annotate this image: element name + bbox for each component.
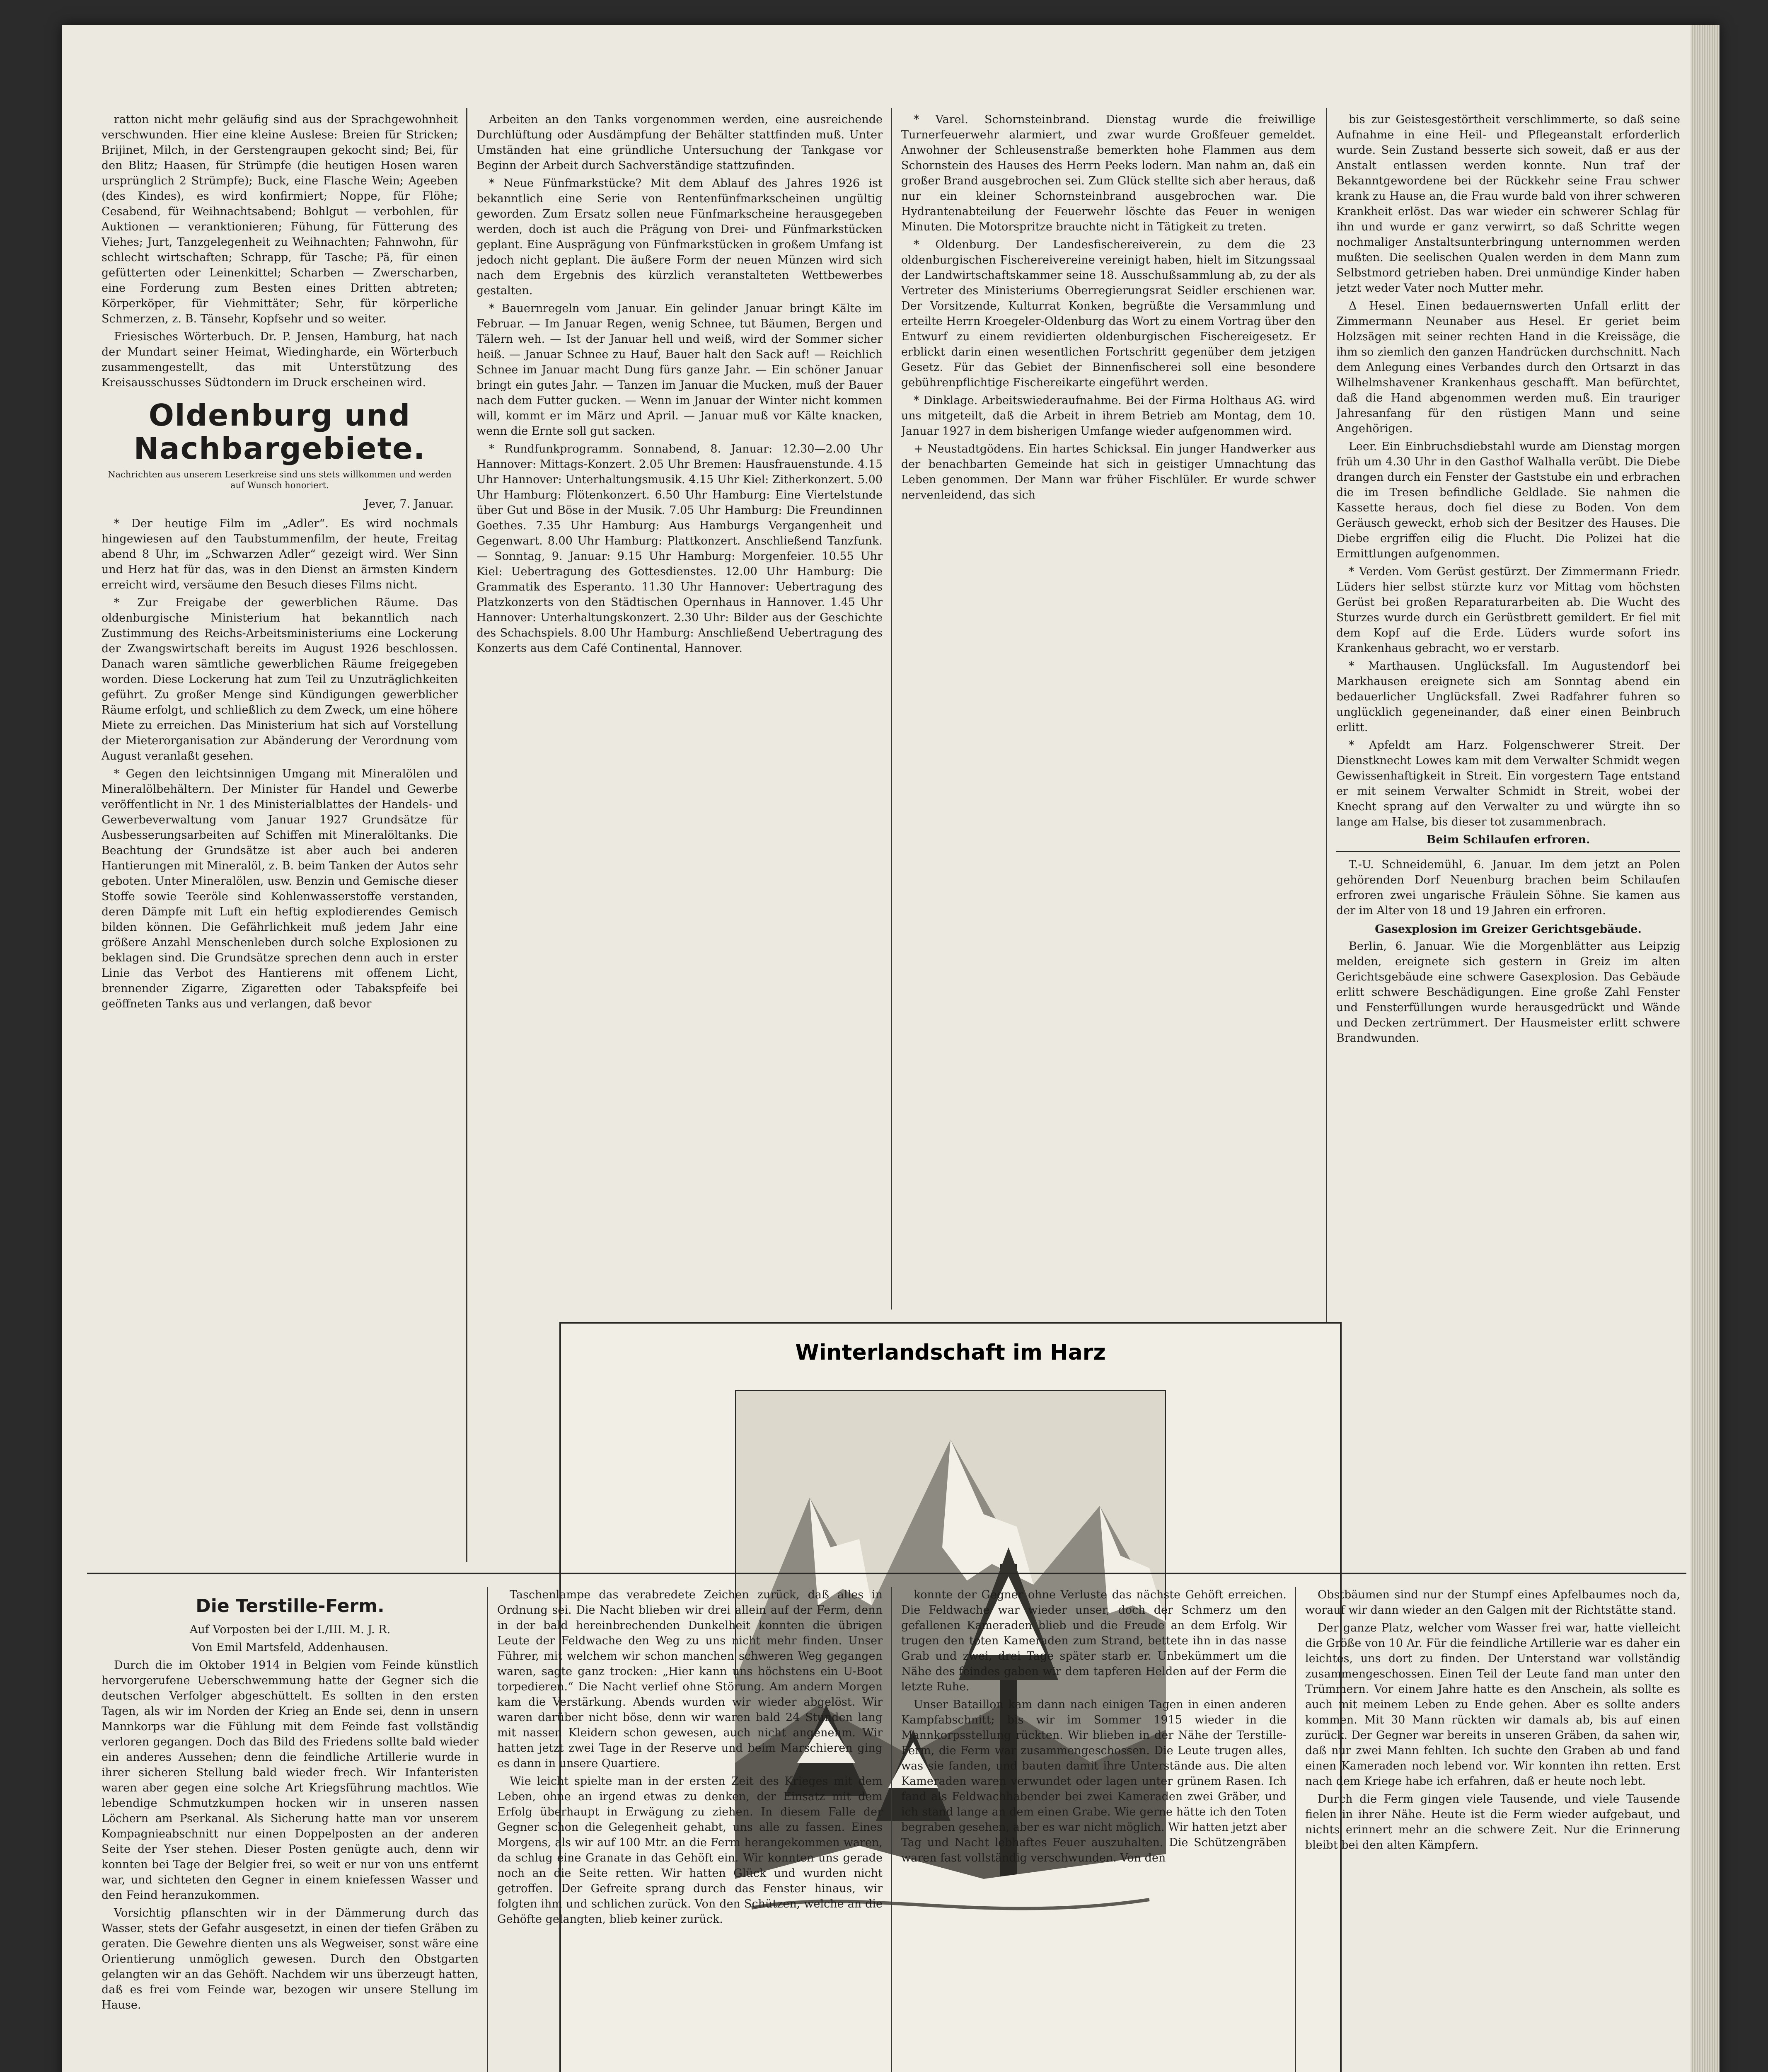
- col1-paragraph: Friesisches Wörterbuch. Dr. P. Jensen, Hamburg, hat nach der Mundart seiner Heimat, Wiedingharde, ein Wörterbuch zusammengestellt, das mit Unterstützung des Kreisausschusses Südtondern im Druck erscheinen wird.: [102, 330, 458, 389]
- section-note: Nachrichten aus unserem Leserkreise sind uns stets willkommen und werden auf Wunsch honoriert.: [108, 470, 452, 490]
- article-paragraph: Vorsichtig pflanschten wir in der Dämmerung durch das Wasser, stets der Gefahr ausgesetzt, in einen der tiefen Gräben zu geraten. Die Gewehre dienten uns als Wegweiser, sonst wäre eine Orientierung unmöglich gewesen. Durch den Obstgarten gelangten wir an das Gehöft. Nachdem wir uns überzeugt hatten, daß es frei vom Feinde war, bezogen wir unsere Stellung im Hause.: [102, 1907, 479, 2011]
- col3-paragraph: * Varel. Schornsteinbrand. Dienstag wurde die freiwillige Turnerfeuerwehr alarmiert, und zwar wurde Großfeuer gemeldet. Anwohner der Schleusenstraße bemerkten hohe Flammen aus dem Schornstein des Hauses des Herrn Peeks lodern. Man nahm an, daß ein großer Brand ausgebrochen sei. Zum Glück stellte sich aber heraus, daß nur ein kleiner Schornsteinbrand ausgebrochen war. Die Hydrantenabteilung der Feuerwehr löschte das Feuer in wenigen Minuten. Die Motorspritze brauchte nicht in Tätigkeit zu treten.: [901, 113, 1316, 233]
- article-paragraph: Der ganze Platz, welcher vom Wasser frei war, hatte vielleicht die Größe von 10 Ar. Für die feindliche Artillerie war es daher ein leichtes, uns dort zu finden. Der Unterstand war vollständig zusammengeschossen. Einen Teil der Leute fand man unter den Trümmern. Vor einem Jahre hatte es den Anschein, als sollte es auch mit meinem Leben zu Ende gehen. Aber es sollte anders kommen. Mit 30 Mann rückten wir damals ab, bis auf einen zurück. Der Gegner war bereits in unseren Gräben, da sahen wir, daß nur zwei Mann fehlten. Ich suchte den Graben ab und fand einen Kameraden noch lebend vor. Wir konnten ihn retten. Erst nach dem Kriege habe ich erfahren, daß er heute noch lebt.: [1305, 1622, 1680, 1788]
- article-paragraph: Durch die im Oktober 1914 in Belgien vom Feinde künstlich hervorgerufene Ueberschwemmung hatte der Gegner sich die deutschen Verfolger abgeschüttelt. Es sollten in den ersten Tagen, als wir im Norden der Krieg an Ende sei, denn in unsern Mannkorps war die Fühlung mit dem Feinde fast vollständig verloren gegangen. Doch das Bild des Friedens sollte bald wieder ein anderes Aussehen; denn die feindliche Artillerie wurde in ihrer sicheren Stellung bald wieder frech. Wir Infanteristen waren aber gegen eine solche Art Kriegsführung machtlos. Wie lebendige Schmutzkumpen hocken wir in unseren nassen Löchern am Pserkanal. Als Sicherung hatte man vor unserem Kompagnieabschnitt nur einen Doppelposten an der anderen Seite der Yser stehen. Dieser Posten genügte auch, denn wir konnten bei Tage der Belgier frei, so weit er nur von uns entfernt war, und sichteten den Gegner in einem kniefessen Wasser und den Feind heranzukommen.: [102, 1659, 479, 1902]
- article-paragraph: Unser Bataillon kam dann nach einigen Tagen in einen anderen Kampfabschnitt; bis wir im Sommer 1915 wieder in die Mannkorpsstellung rückten. Wir blieben in der Nähe der Terstille-Ferm, die Ferm war zusammengeschossen. Die Leute trugen alles, was sie fanden, und bauten damit ihre Unterstände aus. Die alten Kameraden waren verwundet oder lagen unter grünem Rasen. Ich fand als Feldwachhabender bei zwei Kameraden zwei Gräber, und ich stand lange an dem einen Grabe. Wie gerne hätte ich den Toten begraben gesehen, aber es war nicht möglich. Wir hatten jetzt aber Tag und Nacht lebhaftes Feuer auszuhalten. Die Schützengräben waren fast vollständig verschwunden. Von den: [901, 1698, 1287, 1864]
- col4-paragraph: * Apfeldt am Harz. Folgenschwerer Streit. Der Dienstknecht Lowes kam mit dem Verwalter Schmidt wegen Gewissenhaftigkeit in Streit. Ein vorgestern Tage entstand er mit seinem Verwalter Schmidt in Streit, wobei der Knecht sprang auf den Verwalter zu und würgte ihn so lange am Halse, bis dieser tot zusammenbrach.: [1336, 739, 1680, 828]
- column-4: [1336, 112, 1680, 1562]
- article-paragraph: konnte der Gegner ohne Verluste das nächste Gehöft erreichen. Die Feldwache war wieder unser, doch der Schmerz um den gefallenen Kameraden blieb und die Freude an dem Erfolg. Wir trugen den toten Kameraden zum Strand, bettete ihn in das nasse Grab und zwei, drei Tage später starb er. Unbekümmert um die Nähe des feindes gaben wir dem tapferen Helden auf der Ferm die letzte Ruhe.: [901, 1588, 1287, 1693]
- col2-paragraph: * Neue Fünfmarkstücke? Mit dem Ablauf des Jahres 1926 ist bekanntlich eine Serie von Rentenfünfmarkscheinen ungültig geworden. Zum Ersatz sollen neue Fünfmarkscheine herausgegeben werden, doch ist auch die Prägung von Drei- und Fünfmarkstücken geplant. Eine Ausprägung von Fünfmarkstücken in großem Umfang ist jedoch nicht geplant. Die äußere Form der neuen Münzen wird sich nach dem Ergebnis des kürzlich veranstalteten Wettbewerbes gestalten.: [476, 177, 883, 297]
- article-paragraph: Taschenlampe das verabredete Zeichen zurück, daß alles in Ordnung sei. Die Nacht blieben wir drei allein auf der Ferm, denn in der bald hereinbrechenden Dunkelheit konnten die übrigen Leute der Feldwache den Weg zu uns nicht mehr finden. Unser Führer, mit welchem wir schon manchen schweren Weg gegangen waren, sagte ganz trocken: „Hier kann uns höchstens ein U-Boot torpedieren.“ Die Nacht verlief ohne Störung. Am andern Morgen kam die Verstärkung. Abends wurden wir wieder abgelöst. Wir waren darüber nicht böse, denn wir waren bald 24 Stunden lang mit nassen Kleidern schon gewesen, auch nicht angenehm. Wir hatten jetzt zwei Tage in der Reserve und beim Marschieren ging es dann in unsere Quartiere.: [497, 1588, 883, 1770]
- section-divider: [87, 1573, 1686, 1574]
- newspaper-page: [62, 25, 1720, 2072]
- bottom-article-column-3: [901, 1587, 1287, 2072]
- col2-paragraph: * Rundfunkprogramm. Sonnabend, 8. Januar: 12.30—2.00 Uhr Hannover: Mittags-Konzert. 2.05 Uhr Bremen: Hausfrauenstunde. 4.15 Uhr Hannover: Unterhaltungsmusik. 4.15 Uhr Kiel: Zitherkonzert. 5.00 Uhr Hamburg: Flötenkonzert. 6.50 Uhr Hamburg: Eine Viertelstunde über Gut und Böse in der Musik. 7.05 Uhr Hamburg: Die Freundinnen Goethes. 7.35 Uhr Hamburg: Aus Hamburgs Vergangenheit und Gegenwart. 8.00 Uhr Hamburg: Plattkonzert. Anschließend Tanzfunk. — Sonntag, 9. Januar: 9.15 Uhr Hamburg: Morgenfeier. 10.55 Uhr Kiel: Uebertragung des Gottesdienstes. 12.00 Uhr Hamburg: Die Grammatik des Esperanto. 11.30 Uhr Hannover: Uebertragung des Platzkonzerts von den Städtischen Opernhaus in Hannover. 1.45 Uhr Hannover: Unterhaltungskonzert. 2.30 Uhr: Bilder aus der Geschichte des Schachspiels. 8.00 Uhr Hamburg: Anschließend Uebertragung des Konzerts aus dem Café Continental, Hannover.: [476, 443, 883, 655]
- bottom-article-column-1: [102, 1587, 479, 2072]
- column-3: [901, 112, 1316, 1305]
- photo-caption: Winterlandschaft im Harz: [795, 1340, 1106, 1365]
- article-subtitle: Auf Vorposten bei der I./III. M. J. R.: [189, 1623, 391, 1636]
- col2-paragraph: * Bauernregeln vom Januar. Ein gelinder Januar bringt Kälte im Februar. — Im Januar Regen, wenig Schnee, tut Bäumen, Bergen und Tälern weh. — Ist der Januar hell und weiß, wird der Sommer sicher heiß. — Januar Schnee zu Hauf, Bauer halt den Sack auf! — Reichlich Schnee im Januar macht Dung fürs ganze Jahr. — Ein schöner Januar bringt ein gutes Jahr. — Tanzen im Januar die Mucken, muß der Bauer nach dem Futter gucken. — Wenn im Januar der Winter nicht kommen will, kommt er im März und April. — Januar muß vor Kälte knacken, wenn die Ernte soll gut sacken.: [476, 302, 883, 438]
- box2-text: Berlin, 6. Januar. Wie die Morgenblätter aus Leipzig melden, ereignete sich gestern in Greiz im alten Gerichtsgebäude eine schwere Gasexplosion. Das Gebäude erlitt schwere Beschädigungen. Eine große Zahl Fenster und Fensterfüllungen wurde herausgedrückt und Wände und Decken zertrümmert. Der Hausmeister erlitt schwere Brandwunden.: [1336, 940, 1680, 1045]
- box-title: Beim Schilaufen erfroren.: [1336, 832, 1680, 852]
- bottom-article-column-2: [497, 1587, 883, 2072]
- col4-paragraph: Leer. Ein Einbruchsdiebstahl wurde am Dienstag morgen früh um 4.30 Uhr in den Gasthof Walhalla verübt. Die Diebe drangen durch ein Fenster der Gaststube ein und erbrachen die im Tresen befindliche Geldlade. Sie nahmen die Kassette heraus, doch fiel diese zu Boden. Von dem Geräusch geweckt, erhob sich der Besitzer des Hauses. Die Diebe ergriffen eilig die Flucht. Die Polizei hat die Ermittlungen aufgenommen.: [1336, 440, 1680, 560]
- column-rule: [891, 1587, 892, 2072]
- col4-paragraph: bis zur Geistesgestörtheit verschlimmerte, so daß seine Aufnahme in eine Heil- und Pflegeanstalt erforderlich wurde. Sein Zustand besserte sich soweit, daß er aus der Anstalt entlassen werden konnte. Nun traf der Bekanntgewordene bei der Rückkehr seine Frau schwer krank zu Hause an, die Frau wurde bald von ihrer schweren Krankheit erlöst. Das war wieder ein schwerer Schlag für ihn und wurde er ganz verwirrt, so daß Schritte wegen nochmaliger Anstaltsunterbringung unternommen werden mußten. Die seelischen Qualen werden in dem Mann zum Selbstmord getrieben haben. Drei unmündige Kinder haben jetzt weder Vater noch Mutter mehr.: [1336, 113, 1680, 295]
- article-paragraph: Durch die Ferm gingen viele Tausende, und viele Tausende fielen in ihrer Nähe. Heute ist die Ferm wieder aufgebaut, und nichts erinnert mehr an die schwere Zeit. Nur die Erinnerung bleibt bei den alten Kämpfern.: [1305, 1793, 1680, 1852]
- col3-paragraph: * Dinklage. Arbeitswiederaufnahme. Bei der Firma Holthaus AG. wird uns mitgeteilt, daß die Arbeit in ihrem Betrieb am Montag, dem 10. Januar 1927 in dem bisherigen Umfange wieder aufgenommen wird.: [901, 394, 1316, 438]
- column-1: [102, 112, 458, 1562]
- article-title: Die Terstille-Ferm.: [196, 1595, 385, 1617]
- article-paragraph: Wie leicht spielte man in der ersten Zeit des Krieges mit dem Leben, ohne an irgend etwas zu denken, der Einsatz mit dem Erfolg überhaupt in Erwägung zu ziehen. In diesem Falle der Gegner schon die Gelegenheit gehabt, uns alle zu fassen. Eines Morgens, als wir auf 100 Mtr. an die Ferm herangekommen waren, da schlug eine Granate in das Gehöft ein. Wir konnten uns gerade noch an die Seite retten. Wir hatten Glück und wurden nicht getroffen. Der Gefreite sprang durch das Fenster hinaus, wir folgten ihm und schlichen zurück. Von den Schützen, welche an die Gehöfte gelangten, blieb keiner zurück.: [497, 1775, 883, 1926]
- column-rule: [487, 1587, 488, 2072]
- bottom-article-column-4: [1305, 1587, 1680, 2072]
- col4-paragraph: * Marthausen. Unglücksfall. Im Augustendorf bei Markhausen ereignete sich am Sonntag abend ein bedauerlicher Unglücksfall. Zwei Radfahrer fuhren so unglücklich gegeneinander, daß einer einen Beinbruch erlitt.: [1336, 660, 1680, 734]
- article-paragraph: Obstbäumen sind nur der Stumpf eines Apfelbaumes noch da, worauf wir dann wieder an den Galgen mit der Richtstätte stand.: [1305, 1588, 1680, 1617]
- page-edge: [1691, 25, 1720, 2072]
- column-rule: [466, 108, 467, 1562]
- col1-paragraph: * Der heutige Film im „Adler“. Es wird nochmals hingewiesen auf den Taubstummenfilm, der heute, Freitag abend 8 Uhr, im „Schwarzen Adler“ gezeigt wird. Wer Sinn und Herz hat für das, was in den Dienst an ärmsten Kindern erreicht wird, versäume den Besuch dieses Films nicht.: [102, 517, 458, 591]
- col4-paragraph: * Verden. Vom Gerüst gestürzt. Der Zimmermann Friedr. Lüders hier selbst stürzte kurz vor Mittag vom höchsten Gerüst bei großen Reparaturarbeiten ab. Die Wucht des Sturzes wurde durch ein Gerüstbrett gemildert. Er fiel mit dem Kopf auf die Erde. Lüders wurde sofort ins Krankenhaus gebracht, wo er verstarb.: [1336, 565, 1680, 655]
- col4-paragraph: Δ Hesel. Einen bedauernswerten Unfall erlitt der Zimmermann Neunaber aus Hesel. Er geriet beim Holzsägen mit seiner rechten Hand in die Kreissäge, die ihm so ziemlich den ganzen Handrücken durchschnitt. Nach dem Anlegung eines Verbandes durch den Ortsarzt in das Wilhelmshavener Krankenhaus geschafft. Man befürchtet, daß die Hand abgenommen werden muß. Ein trauriger Jahresanfang für den rüstigen Mann und seine Angehörigen.: [1336, 300, 1680, 435]
- col3-paragraph: * Oldenburg. Der Landesfischereiverein, zu dem die 23 oldenburgischen Fischereivereine vereinigt haben, hielt im Sitzungssaal der Landwirtschaftskammer seine 18. Ausschußsammlung ab, zu der als Vertreter des Ministeriums Oberregierungsrat Seidler erschienen war. Der Vorsitzende, Kulturrat Konken, begrüßte die Versammlung und erteilte Herrn Kroegeler-Oldenburg das Wort zu einem Vortrag über den Entwurf zu einem revidierten oldenburgischen Fischereigesetz. Er erblickt darin einen wesentlichen Fortschritt gegenüber dem jetzigen Gesetz. Für das Gebiet der Binnenfischerei soll eine besondere gebührenpflichtige Fischereikarte eingeführt werden.: [901, 238, 1316, 389]
- col3-paragraph: + Neustadtgödens. Ein hartes Schicksal. Ein junger Handwerker aus der benachbarten Gemeinde hat sich in geistiger Umnachtung das Leben genommen. Der Mann war früher Fischlüler. Er wurde schwer nervenleidend, das sich: [901, 443, 1316, 501]
- article-byline: Von Emil Martsfeld, Addenhausen.: [191, 1641, 389, 1654]
- column-rule: [1295, 1587, 1296, 2072]
- col1-paragraph: * Zur Freigabe der gewerblichen Räume. Das oldenburgische Ministerium hat bekanntlich nach Zustimmung des Reichs-Arbeitsministeriums eine Lockerung der Zwangswirtschaft bereits im August 1926 beschlossen. Danach waren sämtliche gewerblichen Räume freigegeben worden. Diese Lockerung hat zum Teil zu Unzuträglichkeiten geführt. Zu großer Menge sind Kündigungen gewerblicher Räume erfolgt, und schließlich zu dem Zweck, um eine höhere Miete zu erreichen. Das Ministerium hat sich auf Vorstellung der Mieterorganisation zur Abänderung der Verordnung vom August veranlaßt gesehen.: [102, 596, 458, 762]
- col1-paragraph: * Gegen den leichtsinnigen Umgang mit Mineralölen und Mineralölbehältern. Der Minister für Handel und Gewerbe veröffentlicht in Nr. 1 des Ministerialblattes der Handels- und Gewerbeverwaltung vom Januar 1927 Grundsätze für Ausbesserungsarbeiten auf Schiffen mit Mineralöltanks. Die Beachtung der Grundsätze ist aber auch bei anderen Hantierungen mit Mineralöl, z. B. beim Tanken der Autos sehr geboten. Unter Mineralölen, usw. Benzin und Gemische dieser Stoffe sowie Teeröle sind Kohlenwasserstoffe verstanden, deren Dämpfe mit Luft ein heftig explodierendes Gemisch bilden können. Die Gefährlichkeit muß jedem Jahr eine größere Anzahl Menschenleben durch solche Explosionen zu beklagen sind. Die Grundsätze sprechen denn auch in erster Linie das Verbot des Hantierens mit offenem Licht, brennender Zigarre, Zigaretten oder Tabakspfeife bei geöffneten Tanks aus und verlangen, daß bevor: [102, 767, 458, 1010]
- section-title: Oldenburg und Nachbargebiete.: [133, 398, 426, 466]
- col2-paragraph: Arbeiten an den Tanks vorgenommen werden, eine ausreichende Durchlüftung oder Ausdämpfung der Behälter stattfinden muß. Unter Umständen hat eine gründliche Untersuchung der Tankgase vor Beginn der Arbeit durch Sachverständige stattzufinden.: [476, 113, 883, 172]
- column-rule: [891, 108, 892, 1310]
- box-text: T.-U. Schneidemühl, 6. Januar. Im dem jetzt an Polen gehörenden Dorf Neuenburg brachen beim Schilaufen erfroren zwei ungarische Fräulein Söhne. Sie kamen aus der im Alter von 18 und 19 Jahren ein erfroren.: [1336, 858, 1680, 917]
- col1-paragraph: ratton nicht mehr geläufig sind aus der Sprachgewohnheit verschwunden. Hier eine kleine Auslese: Breien für Stricken; Brijinet, Milch, in der Gerstengraupen gekocht sind; Bei, für den Blitz; Haasen, für Strümpfe (die heutigen Hosen waren ursprünglich 2 Strümpfe); Buck, eine Flasche Wein; Ageeben (des Kindes), es wird konfirmiert; Noppe, für Flöhe; Cesabend, für Weihnachtsabend; Bohlgut — verbohlen, für Auktionen — veranktionieren; Fühung, für Fütterung des Viehes; Jurt, Tanzgelegenheit zu Weihnachten; Fahnwohn, für schlecht wirtschaften; Schrapp, für Tasche; Pä, für einen gefütterten oder Leinenkittel; Scharben — Zwerscharben, eine Forderung zum Besten eines Dritten abtreten; Körperköper, für Viehmittäter; Sehr, für körperliche Schmerzen, z. B. Tänsehr, Kopfsehr und so weiter.: [102, 113, 458, 325]
- dateline: Jever, 7. Januar.: [364, 498, 454, 511]
- column-2: [476, 112, 883, 1305]
- box2-title: Gasexplosion im Greizer Gerichtsgebäude.: [1375, 923, 1642, 936]
